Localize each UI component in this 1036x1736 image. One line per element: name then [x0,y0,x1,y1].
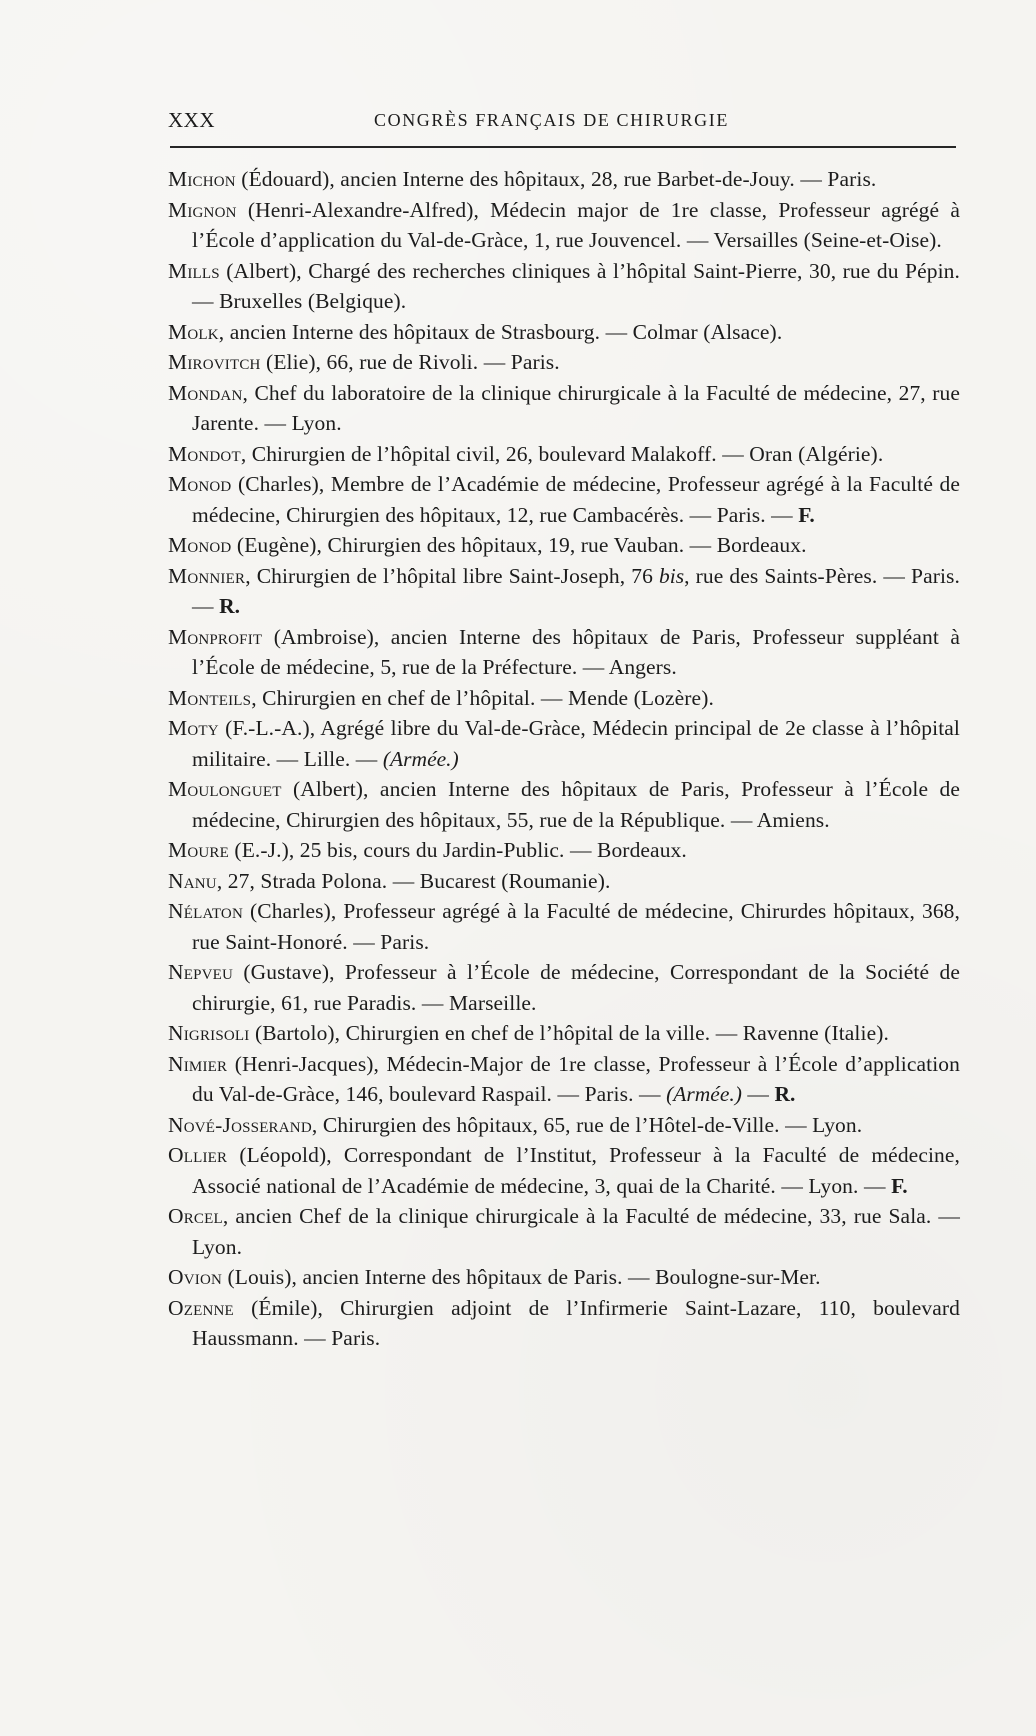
member-details-continued: , rue des Saints-Pères. — Paris. — [192,563,960,618]
member-details: (Albert), ancien Interne des hôpitaux de Paris, Professeur à l’École de médecine, Chirurgien des hôpitaux, 55, rue de la République. — Amiens. [192,777,960,832]
member-name: Mirovitch [168,350,261,374]
member-details: , Chirurgien des hôpitaux, 65, rue de l’Hôtel-de-Ville. — Lyon. [311,1112,863,1137]
member-name: Ovion [168,1265,223,1289]
member-details: (Henri-Alexandre-Alfred), Médecin major de 1re classe, Professeur agrégé à l’École d’application du Val-de-Gràce, 1, rue Jouvencel. — Versailles (Seine-et-Oise). [192,197,960,252]
member-name: Nigrisoli [168,1021,250,1045]
list-item [168,317,960,348]
member-details: (Bartolo), Chirurgien en chef de l’hôpital de la ville. — Ravenne (Italie). [249,1021,889,1045]
member-details: (Charles), Professeur agrégé à la Faculté de médecine, Chirurdes hôpitaux, 368, rue Saint-Honoré. — Paris. [192,899,960,954]
page-number: XXX [168,108,215,132]
member-details: , ancien Chef de la clinique chirurgicale à la Faculté de médecine, 33, rue Sala. — Lyon. [192,1204,960,1259]
list-item [168,164,960,195]
list-item [168,774,960,835]
member-name: Ozenne [168,1295,234,1320]
member-details: (Gustave), Professeur à l’École de médecine, Correspondant de la Société de chirurgie, 61, rue Paradis. — Marseille. [192,960,960,1015]
member-name: Moty [168,716,219,740]
member-details: , Chirurgien de l’hôpital libre Saint-Joseph, 76 [245,563,660,588]
member-details: (Henri-Jacques), Médecin-Major de 1re classe, Professeur à l’École d’application du Val-de-Gràce, 146, boulevard Raspail. — Paris. — [192,1051,960,1106]
member-mark: F. [798,502,815,527]
member-mark: F. [891,1173,908,1198]
member-details: , ancien Interne des hôpitaux de Strasbourg. — Colmar (Alsace). [218,319,783,344]
member-name: Nanu [168,868,217,893]
member-details: , Chef du laboratoire de la clinique chirurgicale à la Faculté de médecine, 27, rue Jarente. — Lyon. [192,380,960,435]
member-list [168,164,960,1354]
member-details: (Ambroise), ancien Interne des hôpitaux de Paris, Professeur suppléant à l’École de médecine, 5, rue de la Préfecture. — Angers. [192,624,960,679]
member-mark: R. [774,1082,796,1106]
member-name: Molk [168,319,219,344]
list-item [168,622,960,683]
member-name: Monteils [168,685,252,710]
member-details: (E.-J.), 25 bis, cours du Jardin-Public. — Bordeaux. [228,838,687,862]
member-details: (Eugène), Chirurgien des hôpitaux, 19, rue Vauban. — Bordeaux. [231,533,807,557]
list-item [168,1140,960,1201]
member-name: Monod [168,472,232,496]
member-name: Nepveu [168,960,234,984]
member-mark: R. [219,594,240,618]
member-name: Mignon [168,197,237,222]
member-details: (Édouard), ancien Interne des hôpitaux, 28, rue Barbet-de-Jouy. — Paris. [235,167,877,191]
list-item [168,1018,960,1049]
member-details: (F.-L.-A.), Agrégé libre du Val-de-Gràce, Médecin principal de 2e classe à l’hôpital militaire. — Lille. — [192,716,960,771]
member-name: Moulonguet [168,777,282,801]
member-name: Nimier [168,1051,228,1076]
list-item [168,530,960,561]
member-details: , Chirurgien en chef de l’hôpital. — Mende (Lozère). [251,685,714,710]
member-name: Nové-Josserand [168,1112,312,1137]
member-details-continued: — [741,1082,775,1106]
list-item [168,866,960,897]
list-item [168,1293,960,1354]
running-title: CONGRÈS FRANÇAIS DE CHIRURGIE [374,110,729,130]
member-details: (Elie), 66, rue de Rivoli. — Paris. [260,350,560,374]
list-item [168,957,960,1018]
member-italic-text: (Armée.) [666,1082,742,1106]
list-item [168,1262,960,1293]
member-details: (Albert), Chargé des recherches cliniques à l’hôpital Saint-Pierre, 30, rue du Pépin. — Bruxelles (Belgique). [192,258,960,313]
member-name: Nélaton [168,899,243,923]
list-item [168,256,960,317]
member-details: , 27, Strada Polona. — Bucarest (Roumanie). [216,868,611,893]
list-item [168,561,960,622]
member-name: Mills [168,258,220,283]
member-name: Monod [168,533,232,557]
list-item [168,713,960,774]
list-item [168,896,960,957]
list-item [168,439,960,470]
list-item [168,835,960,866]
member-details: (Léopold), Correspondant de l’Institut, Professeur à la Faculté de médecine, Associé national de l’Académie de médecine, 3, quai de la Charité. — Lyon. — [192,1143,960,1198]
member-name: Monnier [168,563,246,588]
member-details: , Chirurgien de l’hôpital civil, 26, boulevard Malakoff. — Oran (Algérie). [240,441,884,466]
member-name: Mondan [168,380,243,405]
list-item [168,469,960,530]
header-rule [170,146,956,148]
member-name: Michon [168,167,236,191]
member-name: Moure [168,838,229,862]
page-header [168,108,956,134]
list-item [168,1049,960,1110]
member-details: (Charles), Membre de l’Académie de médecine, Professeur agrégé à la Faculté de médecine, Chirurgien des hôpitaux, 12, rue Cambacérès. — Paris. — [192,472,960,527]
member-name: Ollier [168,1143,228,1167]
member-details: (Émile), Chirurgien adjoint de l’Infirmerie Saint-Lazare, 110, boulevard Haussmann. — Paris. [192,1295,960,1350]
member-details: (Louis), ancien Interne des hôpitaux de Paris. — Boulogne-sur-Mer. [222,1265,821,1289]
member-italic-text: bis [659,563,685,588]
member-name: Orcel [168,1204,223,1228]
list-item [168,378,960,439]
list-item [168,347,960,378]
member-name: Mondot [168,441,241,466]
member-italic-text: (Armée.) [382,746,459,771]
member-name: Monprofit [168,624,263,649]
list-item [168,1201,960,1262]
list-item [168,195,960,256]
list-item [168,1110,960,1141]
list-item [168,683,960,714]
